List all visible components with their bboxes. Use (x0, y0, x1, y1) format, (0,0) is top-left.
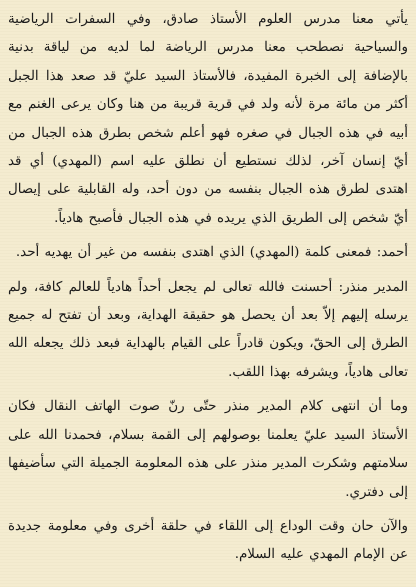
paragraph-ahmad: أحمد: فمعنى كلمة (المهدي) الذي اهتدى بنفسه من غير أن يهديه أحد. (15, 245, 408, 261)
paragraph-phone: وما أن انتهى كلام المدير منذر حتّى رنّ صوت الهاتف النقال فكان الأستاذ السيد عليّ يعلمنا بوصولهم إلى القمة بسلام، فحمدنا الله على سلامتهم وشكرت المدير منذر على هذه المعلومة الجميلة التي سأضيفها إلى دفتري. (8, 399, 408, 500)
paragraph-director: المدير منذر: أحسنت فالله تعالى لم يجعل أحداً هادياً للعالم كافة، ولم يرسله إليهم إلاّ بعد أن يحصل هو حقيقة الهداية، وبعد أن تفتح له جميع الطرق إلى الحقّ، ويكون قادراً على القيام بالهداية فبعد ذلك يجعله الله تعالى هادياً، ويشرفه بهذا اللقب. (8, 279, 408, 380)
paragraph-narration: يأتي معنا مدرس العلوم الأستاذ صادق، وفي السفرات الرياضية والسياحية نصطحب معنا مدرس الرياضة لما لديه من لياقة بدنية بالإضافة إلى الخبرة المفيدة، فالأستاذ السيد عليّ قد صعد هذا الجبل أكثر من مائة مرة لأنه ولد في قرية قريبة من هنا وكان يرعى الغنم مع أبيه في هذه الجبال في صغره فهو أعلم شخص بطرق هذه الجبال من أيّ إنسان آخر، لذلك نستطيع أن نطلق عليه اسم (المهدي) أي قد اهتدى لطرق هذه الجبال بنفسه من دون أحد، وله القابلية على إيصال أيّ شخص إلى الطريق الذي يريده في هذه الجبال فأصبح هادياً. (8, 12, 408, 226)
paragraph-farewell: والآن حان وقت الوداع إلى اللقاء في حلقة أخرى وفي معلومة جديدة عن الإمام المهدي عليه السلام. (8, 518, 408, 563)
